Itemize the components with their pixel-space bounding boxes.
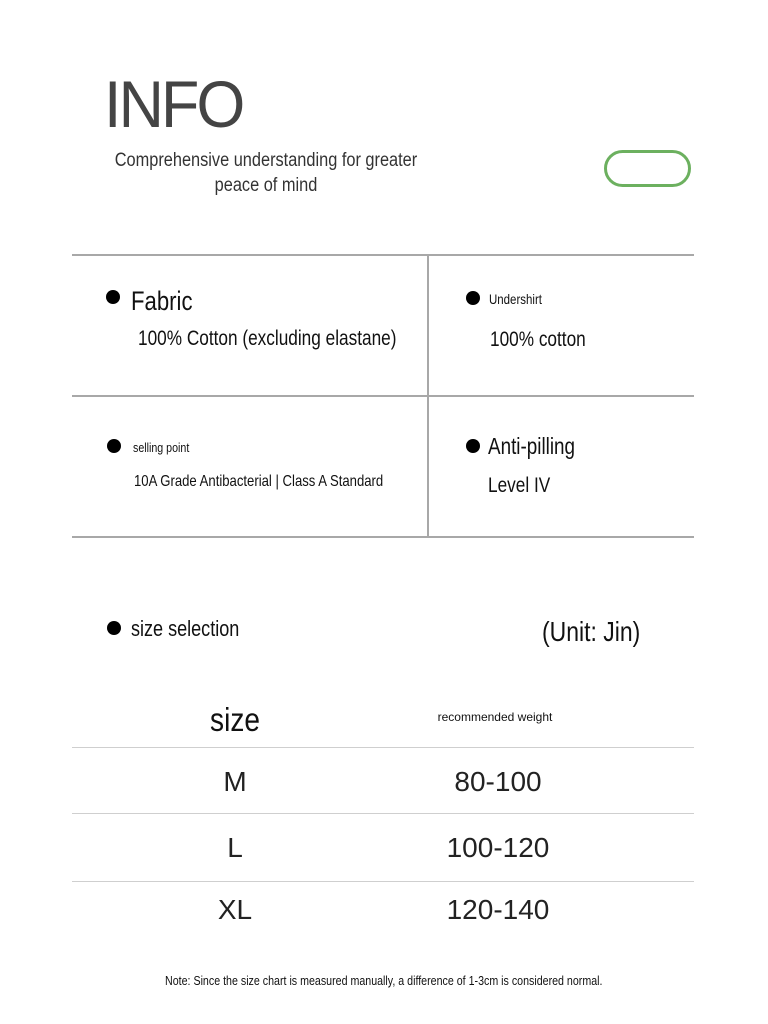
bullet-dot <box>107 439 121 453</box>
spec-grid-middle-border <box>72 395 694 397</box>
spec-grid-bottom-border <box>72 536 694 538</box>
bullet-dot <box>466 291 480 305</box>
spec-undershirt-value: 100% cotton <box>490 328 586 351</box>
note-wrapper <box>0 972 768 990</box>
page-title: INFO <box>104 67 243 141</box>
table-cell-size: L <box>227 832 243 863</box>
table-cell-weight: 120-140 <box>446 894 550 925</box>
bullet-dot <box>466 439 480 453</box>
bullet-dot <box>106 290 120 304</box>
spec-selling-point-label: selling point <box>133 440 190 455</box>
weight-column-header: recommended weight <box>437 710 553 724</box>
spec-selling-point-value: 10A Grade Antibacterial | Class A Standard <box>134 473 384 490</box>
table-divider <box>72 813 694 814</box>
spec-fabric-label: Fabric <box>131 286 193 316</box>
spec-fabric-value: 100% Cotton (excluding elastane) <box>138 327 397 350</box>
size-note: Note: Since the size chart is measured manually, a difference of 1-3cm is considered normal. <box>165 973 603 988</box>
spec-grid-top-border <box>72 254 694 256</box>
table-divider <box>72 747 694 748</box>
size-unit-label: (Unit: Jin) <box>542 616 641 647</box>
table-cell-weight: 80-100 <box>454 766 542 797</box>
size-selection-label: size selection <box>131 616 240 641</box>
table-cell-size: XL <box>217 894 253 925</box>
decorative-pill-outline <box>604 150 691 187</box>
spec-anti-pilling-label: Anti-pilling <box>488 433 576 459</box>
page-subtitle: Comprehensive understanding for greater peace of mind <box>114 150 418 196</box>
bullet-dot <box>107 621 121 635</box>
size-column-header: size <box>210 701 260 738</box>
table-cell-weight: 100-120 <box>446 832 550 863</box>
spec-anti-pilling-value: Level IV <box>488 474 551 497</box>
spec-grid-divider <box>427 254 429 538</box>
spec-undershirt-label: Undershirt <box>489 291 542 307</box>
table-cell-size: M <box>223 766 247 797</box>
table-divider <box>72 881 694 882</box>
